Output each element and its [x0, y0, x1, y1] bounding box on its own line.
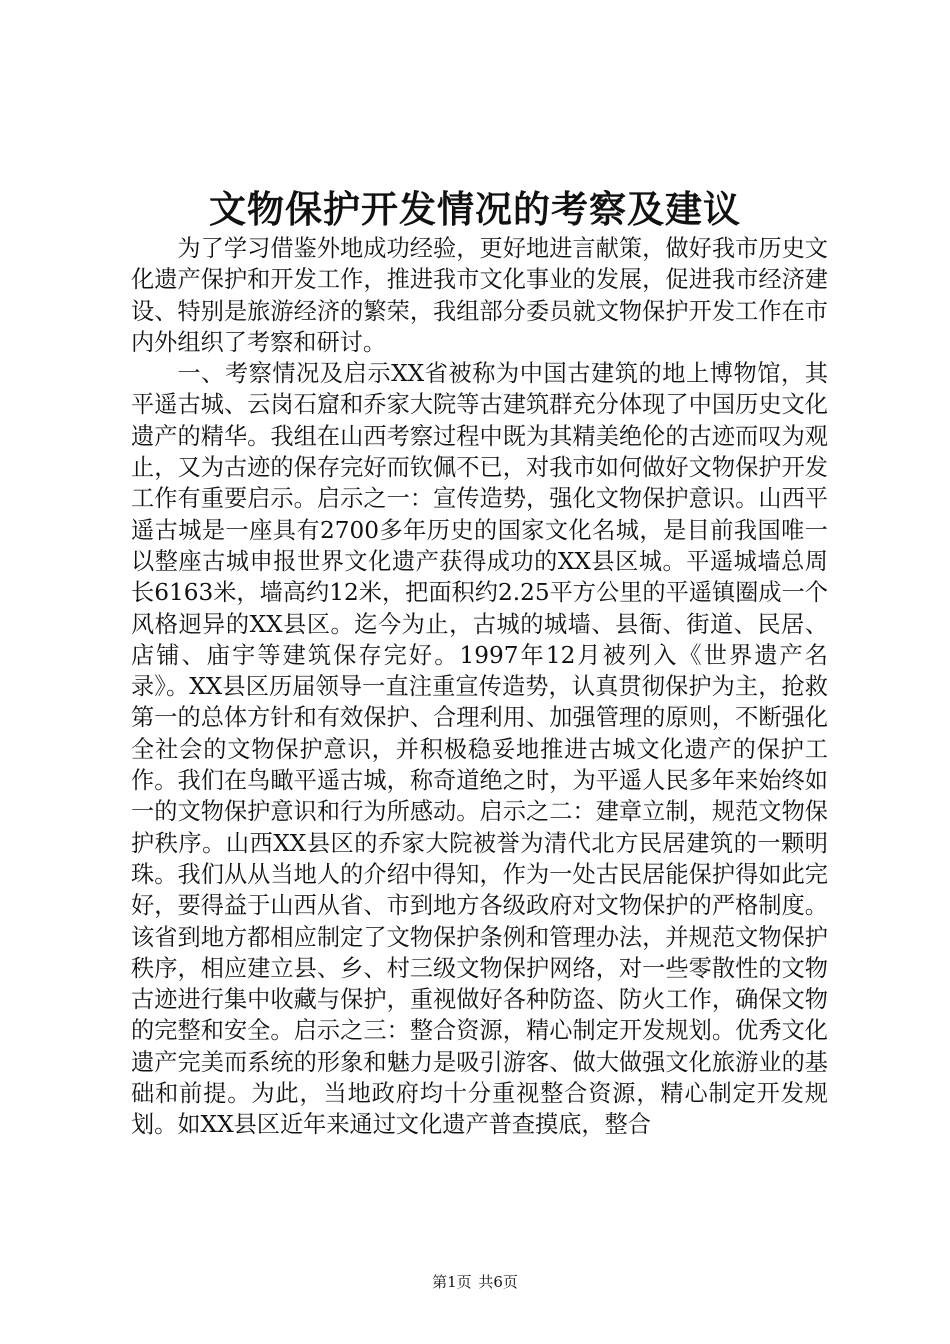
document-body	[131, 233, 828, 1141]
paragraph-intro: 为了学习借鉴外地成功经验，更好地进言献策，做好我市历史文化遗产保护和开发工作，推进我市文化事业的发展，促进我市经济建设、特别是旅游经济的繁荣，我组部分委员就文物保护开发工作在市内外组织了考察和研讨。	[131, 235, 828, 356]
paragraph-section-1: 一、考察情况及启示XX省被称为中国古建筑的地上博物馆，其平遥古城、云岗石窟和乔家大院等古建筑群充分体现了中国历史文化遗产的精华。我组在山西考察过程中既为其精美绝伦的古迹而叹为观止，又为古迹的保存完好而钦佩不已，对我市如何做好文物保护开发工作有重要启示。启示之一：宣传造势，强化文物保护意识。山西平遥古城是一座具有2700多年历史的国家文化名城，是目前我国唯一以整座古城申报世界文化遗产获得成功的XX县区城。平遥城墙总周长6163米，墙高约12米，把面积约2.25平方公里的平遥镇圈成一个风格迥异的XX县区。迄今为止，古城的城墙、县衙、街道、民居、店铺、庙宇等建筑保存完好。1997年12月被列入《世界遗产名录》。XX县区历届领导一直注重宣传造势，认真贯彻保护为主，抢救第一的总体方针和有效保护、合理利用、加强管理的原则，不断强化全社会的文物保护意识，并积极稳妥地推进古城文化遗产的保护工作。我们在鸟瞰平遥古城，称奇道绝之时，为平遥人民多年来始终如一的文物保护意识和行为所感动。启示之二：建章立制，规范文物保护秩序。山西XX县区的乔家大院被誉为清代北方民居建筑的一颗明珠。我们从从当地人的介绍中得知，作为一处古民居能保护得如此完好，要得益于山西从省、市到地方各级政府对文物保护的严格制度。该省到地方都相应制定了文物保护条例和管理办法，并规范文物保护秩序，相应建立县、乡、村三级文物保护网络，对一些零散性的文物古迹进行集中收藏与保护，重视做好各种防盗、防火工作，确保文物的完整和安全。启示之三：整合资源，精心制定开发规划。优秀文化遗产完美而系统的形象和魅力是吸引游客、做大做强文化旅游业的基础和前提。为此，当地政府均十分重视整合资源，精心制定开发规划。如XX县区近年来通过文化遗产普查摸底，整合	[131, 360, 828, 1139]
page-footer: 第1页 共6页	[432, 1273, 518, 1291]
document-title: 文物保护开发情况的考察及建议	[209, 187, 741, 231]
